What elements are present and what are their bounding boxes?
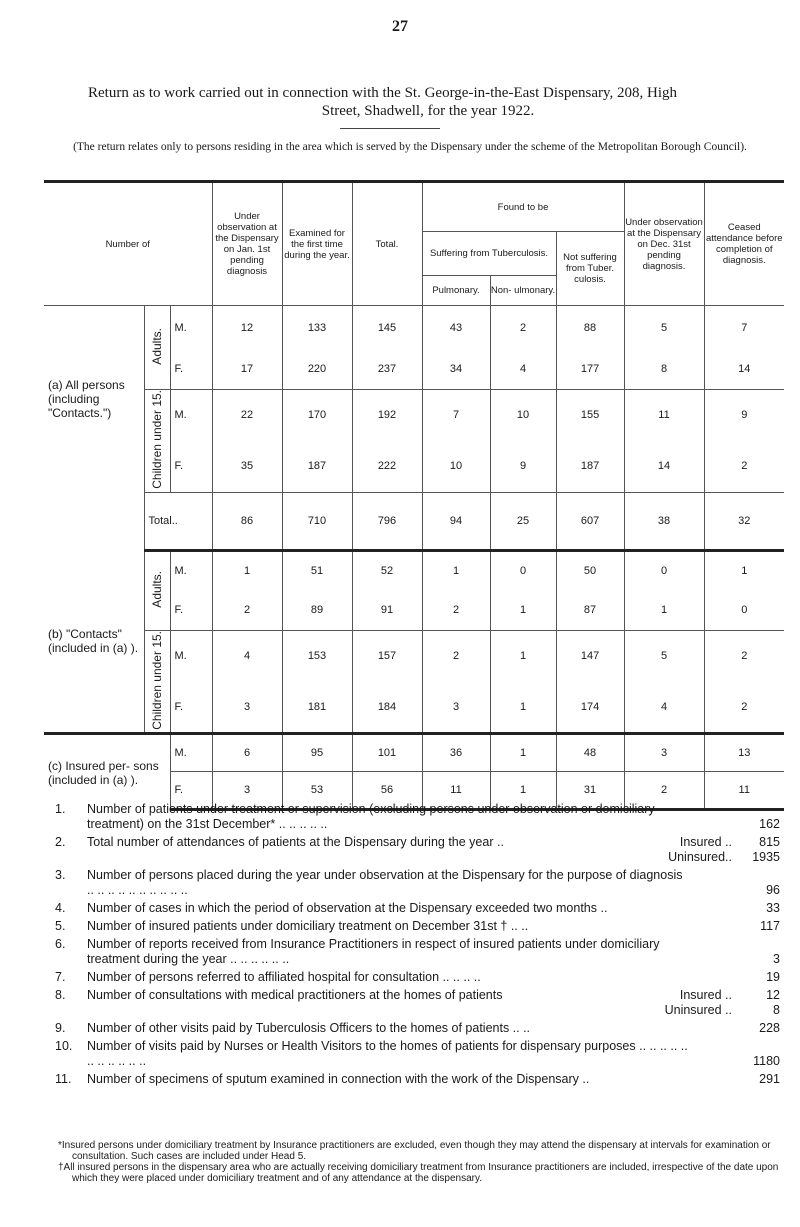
list-item <box>55 1072 780 1087</box>
table-cell: 237 <box>352 350 422 390</box>
table-cell: 38 <box>624 492 704 550</box>
sex-label: F. <box>170 681 212 734</box>
item-text: Number of consultations with medical practitioners at the homes of patients <box>87 988 503 1002</box>
footnote-all-insured: †All insured persons in the dispensary area who are actually receiving domiciliary treatment from Insurance practitioners are included, irrespective of the date upon which they were placed under domiciliary treatment and of any attendance at the dispensary. <box>58 1162 779 1184</box>
table-cell: 187 <box>556 440 624 493</box>
sex-label: F. <box>170 440 212 493</box>
table-cell: 0 <box>704 590 784 630</box>
sex-label: F. <box>170 772 212 810</box>
item-sub-label: Insured .. <box>679 988 732 1002</box>
table-cell: 1 <box>490 772 556 810</box>
item-sub-label: Uninsured .. <box>664 1003 732 1017</box>
table-cell: 11 <box>624 390 704 440</box>
table-cell: 1 <box>704 550 784 590</box>
table-cell: 145 <box>352 306 422 350</box>
table-cell: 4 <box>490 350 556 390</box>
header-suffering-from-tuberculosis: Suffering from Tuberculosis. <box>422 232 556 276</box>
item-value: 815 <box>759 835 780 849</box>
sex-label: F. <box>170 350 212 390</box>
item-value: 162 <box>759 817 780 831</box>
item-value: 291 <box>759 1072 780 1086</box>
table-cell: 3 <box>212 772 282 810</box>
item-text: Number of patients under treatment or supervision (excluding persons under observation or domiciliary treatment) on the 31st December* .. .. .. .. .. <box>87 802 655 831</box>
table-cell: 95 <box>282 734 352 772</box>
footnotes <box>58 1140 800 1184</box>
list-item <box>55 988 780 1018</box>
table-cell: 9 <box>490 440 556 493</box>
children-group-label: Children under 15. <box>144 630 170 734</box>
item-value: 33 <box>766 901 780 915</box>
title-line-2: Street, Shadwell, for the year 1922. <box>321 103 535 119</box>
item-number: 4. <box>55 901 66 915</box>
header-examined-first-time: Examined for the first time during the year. <box>282 182 352 306</box>
table-cell: 133 <box>282 306 352 350</box>
header-number-of: Number of <box>44 182 212 306</box>
table-cell: 11 <box>704 772 784 810</box>
item-value: 12 <box>766 988 780 1002</box>
table-cell: 89 <box>282 590 352 630</box>
item-value: 3 <box>773 952 780 966</box>
table-cell: 220 <box>282 350 352 390</box>
item-number: 5. <box>55 919 66 933</box>
summary-items <box>55 802 780 1090</box>
section-c-label: (c) Insured per- sons (included in (a) ). <box>44 734 170 810</box>
table-cell: 94 <box>422 492 490 550</box>
page-title <box>88 84 768 120</box>
table-cell: 101 <box>352 734 422 772</box>
table-cell: 25 <box>490 492 556 550</box>
table-cell: 12 <box>212 306 282 350</box>
title-rule <box>340 128 440 129</box>
table-cell: 10 <box>422 440 490 493</box>
header-not-suffering: Not suffering from Tuber. culosis. <box>556 232 624 306</box>
item-text: Total number of attendances of patients at the Dispensary during the year .. <box>87 835 504 849</box>
table-cell: 3 <box>422 681 490 734</box>
table-row <box>44 390 784 440</box>
list-item <box>55 901 780 916</box>
table-cell: 1 <box>212 550 282 590</box>
table-cell: 36 <box>422 734 490 772</box>
table-cell: 34 <box>422 350 490 390</box>
item-number: 10. <box>55 1039 73 1053</box>
sex-label: M. <box>170 630 212 681</box>
table-cell: 2 <box>490 306 556 350</box>
table-cell: 153 <box>282 630 352 681</box>
table-cell: 192 <box>352 390 422 440</box>
table-cell: 187 <box>282 440 352 493</box>
table-cell: 11 <box>422 772 490 810</box>
item-number: 3. <box>55 868 66 882</box>
table-cell: 51 <box>282 550 352 590</box>
table-cell: 3 <box>212 681 282 734</box>
table-cell: 1 <box>422 550 490 590</box>
table-cell: 2 <box>212 590 282 630</box>
table-cell: 2 <box>422 590 490 630</box>
page-number: 27 <box>392 18 408 35</box>
item-text: Number of persons placed during the year under observation at the Dispensary for the purpose of diagnosis .. .. .. .. .. .. .. .. .. .. <box>87 868 683 897</box>
table-cell: 35 <box>212 440 282 493</box>
table-cell: 6 <box>212 734 282 772</box>
item-text: Number of specimens of sputum examined in connection with the work of the Dispensary .. <box>87 1072 590 1086</box>
table-cell: 52 <box>352 550 422 590</box>
table-cell: 170 <box>282 390 352 440</box>
table-cell: 22 <box>212 390 282 440</box>
table-cell: 87 <box>556 590 624 630</box>
table-cell: 31 <box>556 772 624 810</box>
item-value: 1935 <box>752 850 780 864</box>
table-cell: 50 <box>556 550 624 590</box>
list-item <box>55 919 780 934</box>
table-row <box>44 550 784 590</box>
total-label: Total.. <box>144 492 212 550</box>
table-cell: 53 <box>282 772 352 810</box>
table-cell: 0 <box>490 550 556 590</box>
list-item <box>55 802 780 832</box>
table-cell: 86 <box>212 492 282 550</box>
sex-label: F. <box>170 590 212 630</box>
section-a-label: (a) All persons (including "Contacts.") <box>48 378 125 421</box>
table-cell: 10 <box>490 390 556 440</box>
table-cell: 174 <box>556 681 624 734</box>
list-item <box>55 970 780 985</box>
sex-label: M. <box>170 390 212 440</box>
header-total: Total. <box>352 182 422 306</box>
table-cell: 157 <box>352 630 422 681</box>
table-cell: 56 <box>352 772 422 810</box>
table-cell: 5 <box>624 306 704 350</box>
table-cell: 4 <box>212 630 282 681</box>
table-cell: 1 <box>490 590 556 630</box>
item-value: 96 <box>766 883 780 897</box>
table-cell: 607 <box>556 492 624 550</box>
table-cell: 43 <box>422 306 490 350</box>
table-cell: 9 <box>704 390 784 440</box>
item-value: 19 <box>766 970 780 984</box>
item-number: 11. <box>55 1072 72 1086</box>
item-sub-label: Insured .. <box>679 835 732 849</box>
table-cell: 796 <box>352 492 422 550</box>
table-cell: 13 <box>704 734 784 772</box>
total-row <box>44 492 784 550</box>
header-under-observation-jan: Under observation at the Dispensary on Jan. 1st pending diagnosis <box>212 182 282 306</box>
table-cell: 184 <box>352 681 422 734</box>
table-cell: 2 <box>704 440 784 493</box>
table-cell: 222 <box>352 440 422 493</box>
table-row <box>44 734 784 772</box>
table-cell: 147 <box>556 630 624 681</box>
title-line-1: Return as to work carried out in connection with the St. George-in-the-East Dispensary, 208, High <box>88 85 678 101</box>
header-non-pulmonary: Non- ulmonary. <box>490 276 556 306</box>
item-number: 9. <box>55 1021 66 1035</box>
table-cell: 3 <box>624 734 704 772</box>
item-number: 2. <box>55 835 66 849</box>
item-text: Number of persons referred to affiliated hospital for consultation .. .. .. .. <box>87 970 481 984</box>
table-cell: 17 <box>212 350 282 390</box>
footnote-insured: *Insured persons under domiciliary treatment by Insurance practitioners are excluded, even though they may attend the dispensary at intervals for examination or consultation. Such cases are included under Head 5. <box>58 1140 771 1162</box>
dispensary-return-table <box>44 180 784 811</box>
list-item <box>55 868 780 898</box>
item-value: 8 <box>773 1003 780 1017</box>
children-group-label: Children under 15. <box>144 390 170 493</box>
table-cell: 1 <box>490 681 556 734</box>
header-pulmonary: Pulmonary. <box>422 276 490 306</box>
table-cell: 2 <box>422 630 490 681</box>
table-cell: 14 <box>704 350 784 390</box>
table-cell: 710 <box>282 492 352 550</box>
item-text: Number of reports received from Insurance Practitioners in respect of insured patients under domiciliary treatment during the year .. .. .. .. .. .. <box>87 937 660 966</box>
table-cell: 2 <box>704 681 784 734</box>
header-ceased-attendance: Ceased attendance before completion of diagnosis. <box>704 182 784 306</box>
item-text: Number of cases in which the period of observation at the Dispensary exceeded two months .. <box>87 901 608 915</box>
item-text: Number of visits paid by Nurses or Health Visitors to the homes of patients for dispensary purposes .. .. .. .. .. .. .. .. .. .. .. <box>87 1039 688 1068</box>
table-cell: 1 <box>490 630 556 681</box>
sex-label: M. <box>170 306 212 350</box>
table-cell: 0 <box>624 550 704 590</box>
table-cell: 14 <box>624 440 704 493</box>
adults-group-label: Adults. <box>144 550 170 630</box>
table-cell: 2 <box>704 630 784 681</box>
header-under-observation-dec: Under observation at the Dispensary on Dec. 31st pending diagnosis. <box>624 182 704 306</box>
item-text: Number of insured patients under domiciliary treatment on December 31st † .. .. <box>87 919 529 933</box>
table-cell: 177 <box>556 350 624 390</box>
item-sub-label: Uninsured.. <box>668 850 732 864</box>
table-row <box>44 306 784 350</box>
adults-group-label: Adults. <box>144 306 170 390</box>
table-cell: 4 <box>624 681 704 734</box>
table-cell: 155 <box>556 390 624 440</box>
item-value: 1180 <box>753 1054 780 1068</box>
list-item <box>55 835 780 865</box>
table-cell: 1 <box>490 734 556 772</box>
table-cell: 5 <box>624 630 704 681</box>
list-item <box>55 1039 780 1069</box>
header-found-to-be: Found to be <box>422 182 624 232</box>
section-b-label: (b) "Contacts" (included in (a) ). <box>48 627 139 656</box>
table-cell: 1 <box>624 590 704 630</box>
list-item <box>55 1021 780 1036</box>
sex-label: M. <box>170 734 212 772</box>
sex-label: M. <box>170 550 212 590</box>
item-number: 8. <box>55 988 66 1002</box>
table-cell: 48 <box>556 734 624 772</box>
item-value: 228 <box>759 1021 780 1035</box>
item-number: 6. <box>55 937 66 951</box>
item-number: 1. <box>55 802 66 816</box>
item-number: 7. <box>55 970 66 984</box>
item-value: 117 <box>760 919 780 933</box>
table-cell: 181 <box>282 681 352 734</box>
table-cell: 91 <box>352 590 422 630</box>
table-cell: 88 <box>556 306 624 350</box>
table-cell: 8 <box>624 350 704 390</box>
table-cell: 32 <box>704 492 784 550</box>
table-cell: 7 <box>704 306 784 350</box>
table-cell: 7 <box>422 390 490 440</box>
table-cell: 2 <box>624 772 704 810</box>
scope-note: (The return relates only to persons residing in the area which is served by the Dispensary under the scheme of the Metropolitan Borough Council). <box>73 141 747 153</box>
list-item <box>55 937 780 967</box>
item-text: Number of other visits paid by Tuberculosis Officers to the homes of patients .. .. <box>87 1021 531 1035</box>
table-row <box>44 630 784 681</box>
